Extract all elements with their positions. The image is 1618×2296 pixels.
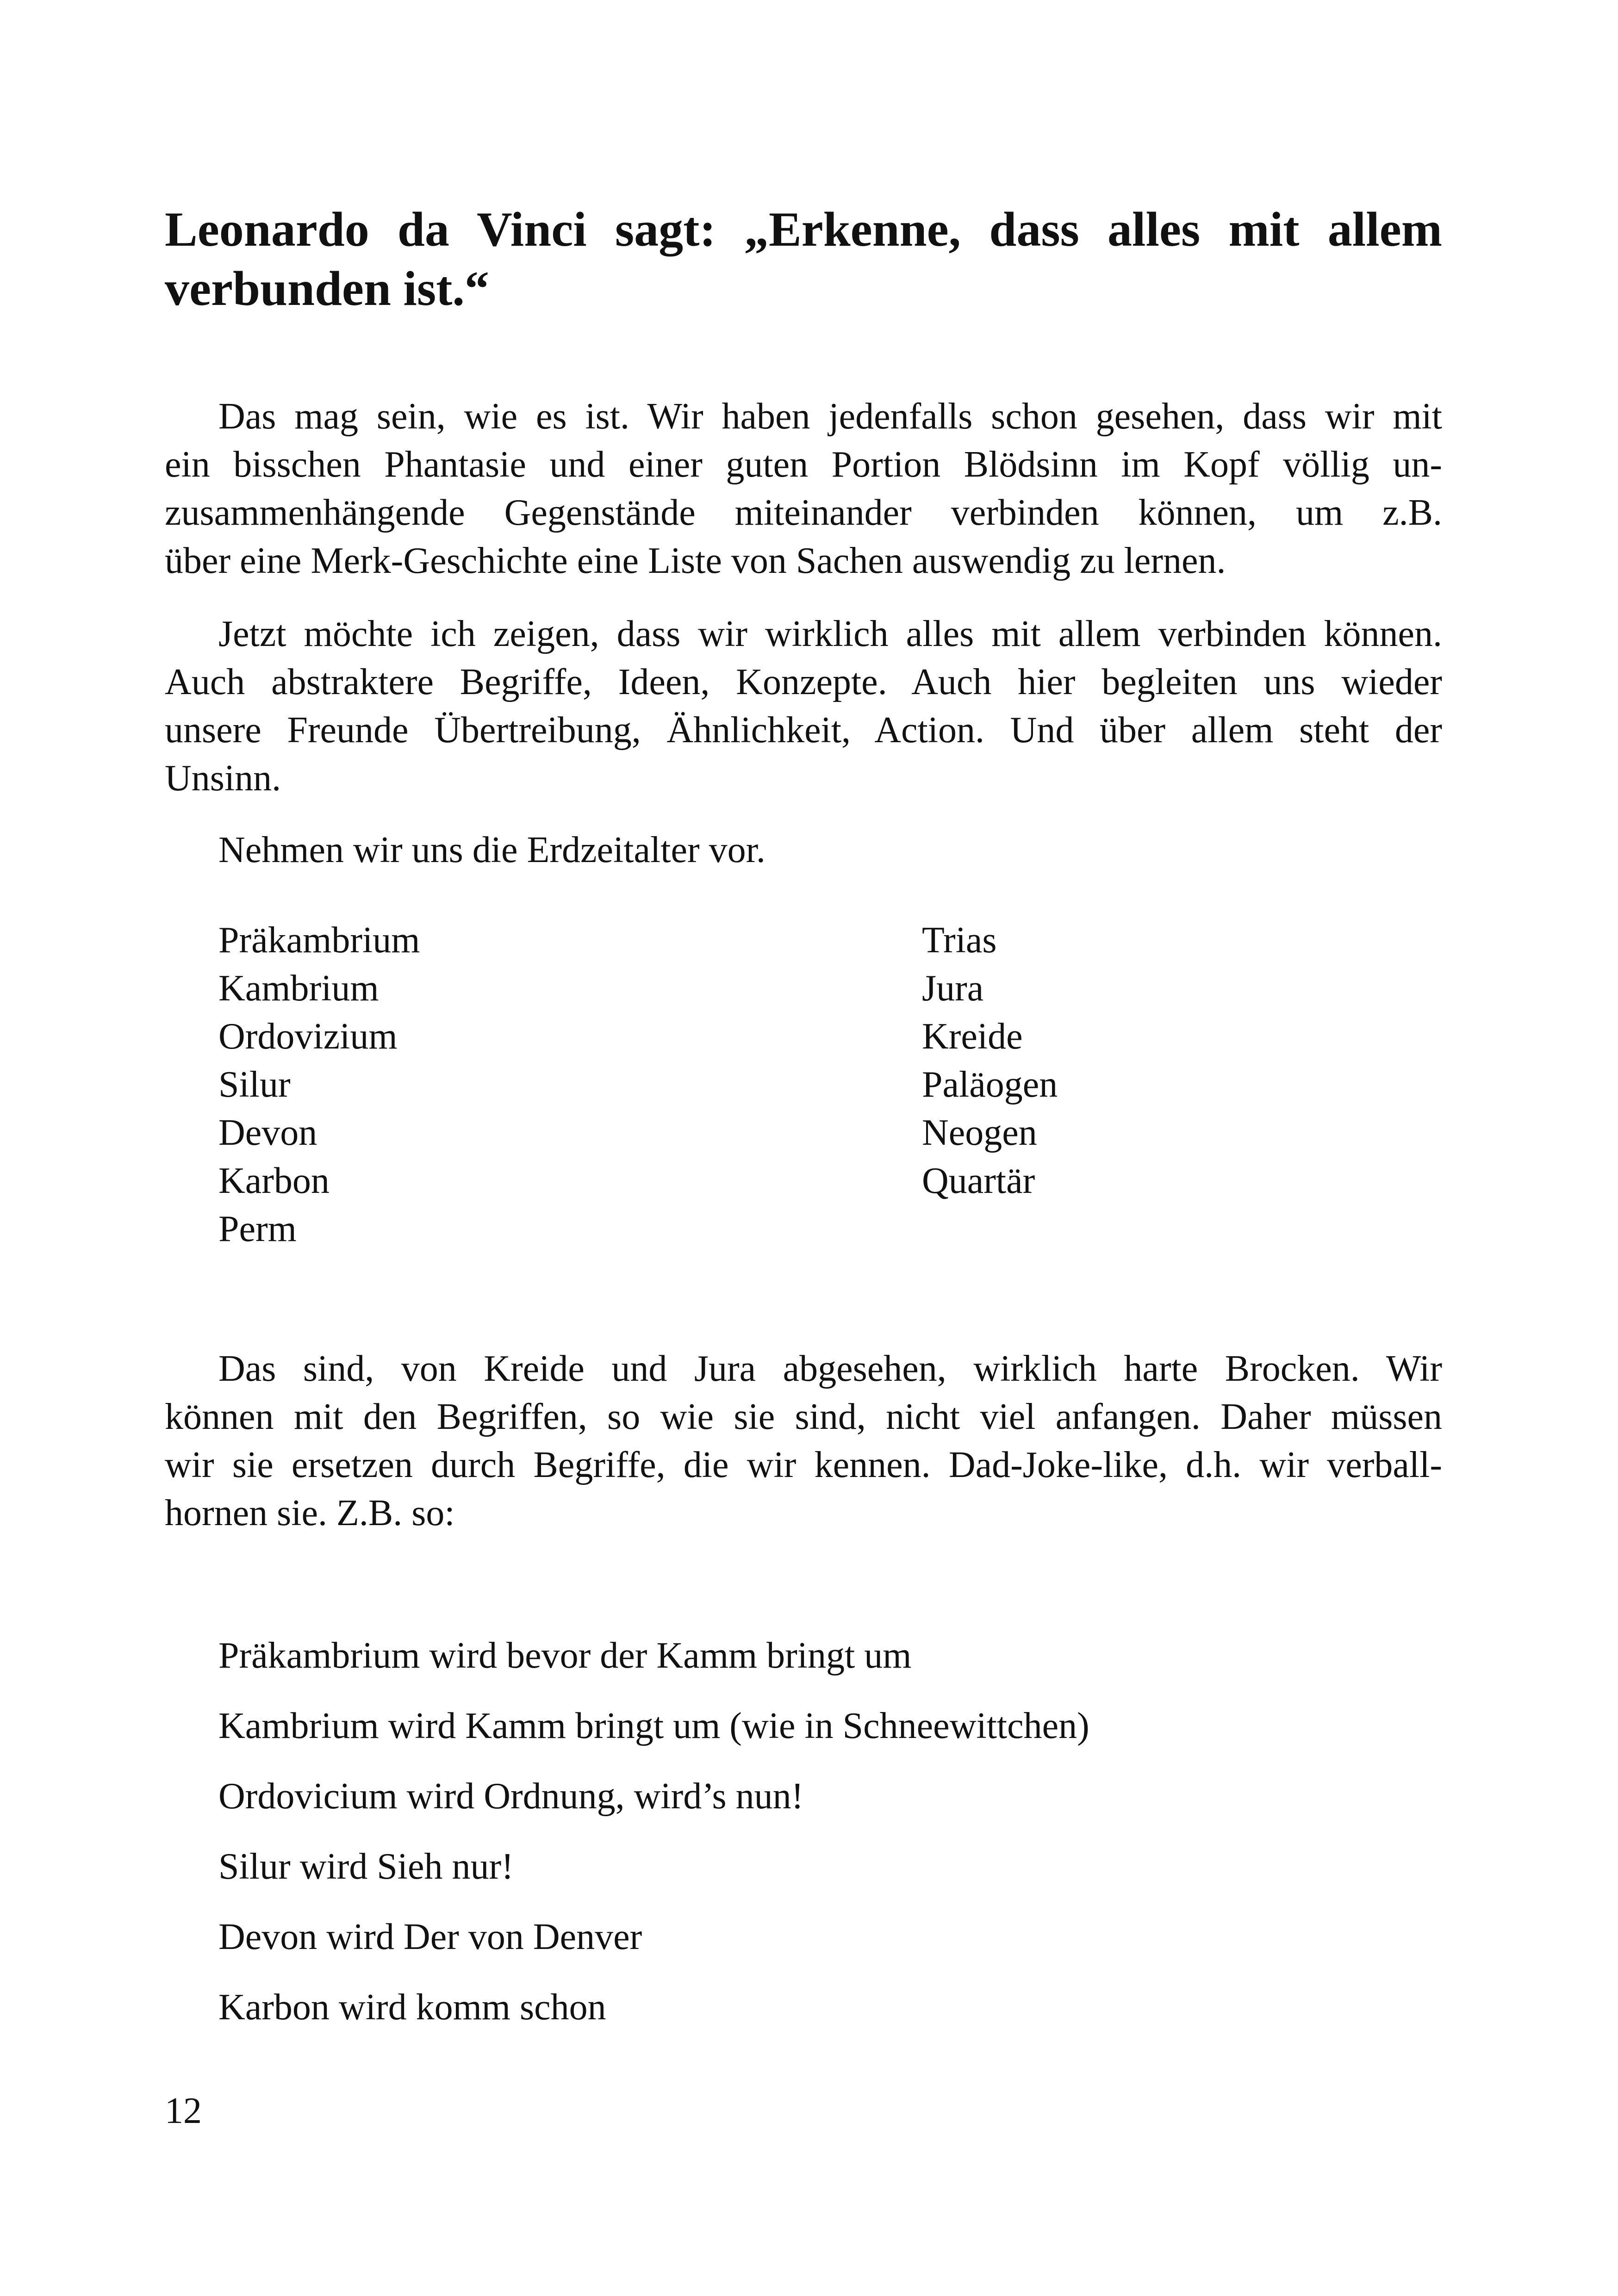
era-item: Kreide bbox=[922, 1016, 1023, 1057]
joke-line: Ordovicium wird Ordnung, wird’s nun! bbox=[218, 1776, 804, 1817]
era-item: Karbon bbox=[218, 1160, 330, 1201]
paragraph-line: Unsinn. bbox=[165, 758, 281, 799]
paragraph-line: Nehmen wir uns die Erdzeitalter vor. bbox=[218, 830, 765, 870]
paragraph-line: Das mag sein, wie es ist. Wir haben jedenfalls schon gesehen, dass wir mit bbox=[218, 396, 1442, 437]
era-item: Perm bbox=[218, 1209, 297, 1249]
paragraph-eras-intro bbox=[165, 826, 1442, 874]
paragraph-line: zusammenhängende Gegenstände miteinander verbinden können, um z.B. bbox=[165, 492, 1442, 533]
era-item: Kambrium bbox=[218, 968, 379, 1009]
era-item: Devon bbox=[218, 1112, 317, 1153]
joke-line: Silur wird Sieh nur! bbox=[218, 1846, 514, 1887]
era-item: Paläogen bbox=[922, 1064, 1058, 1105]
paragraph-line: unsere Freunde Übertreibung, Ähnlichkeit, Action. Und über allem steht der bbox=[165, 710, 1442, 751]
eras-list-left bbox=[218, 916, 420, 1253]
paragraph-line: wir sie ersetzen durch Begriffe, die wir kennen. Dad-Joke-like, d.h. wir verball- bbox=[165, 1445, 1442, 1485]
paragraph-abstract bbox=[165, 610, 1442, 802]
heading-line-1: Leonardo da Vinci sagt: „Erkenne, dass alles mit allem bbox=[165, 202, 1442, 256]
paragraph-line: hornen sie. Z.B. so: bbox=[165, 1493, 455, 1533]
paragraph-line: können mit den Begriffen, so wie sie sind, nicht viel anfangen. Daher müssen bbox=[165, 1396, 1442, 1437]
era-item: Trias bbox=[922, 920, 997, 961]
joke-line: Devon wird Der von Denver bbox=[218, 1917, 642, 1957]
era-item: Jura bbox=[922, 968, 984, 1009]
chapter-heading bbox=[165, 200, 1442, 318]
era-item: Neogen bbox=[922, 1112, 1037, 1153]
paragraph-line: über eine Merk-Geschichte eine Liste von Sachen auswendig zu lernen. bbox=[165, 540, 1226, 581]
paragraph-line: Jetzt möchte ich zeigen, dass wir wirklich alles mit allem verbinden können. bbox=[218, 614, 1442, 654]
era-item: Silur bbox=[218, 1064, 291, 1105]
era-item: Quartär bbox=[922, 1160, 1035, 1201]
paragraph-intro bbox=[165, 392, 1442, 585]
paragraph-line: Auch abstraktere Begriffe, Ideen, Konzepte. Auch hier begleiten uns wieder bbox=[165, 662, 1442, 702]
heading-line-2: verbunden ist.“ bbox=[165, 261, 489, 316]
joke-line: Kambrium wird Kamm bringt um (wie in Schneewittchen) bbox=[218, 1706, 1089, 1746]
eras-list-right bbox=[922, 916, 1058, 1205]
paragraph-line: Das sind, von Kreide und Jura abgesehen, wirklich harte Brocken. Wir bbox=[218, 1348, 1442, 1389]
paragraph-hard-terms bbox=[165, 1345, 1442, 1537]
era-item: Ordovizium bbox=[218, 1016, 398, 1057]
joke-line: Präkambrium wird bevor der Kamm bringt um bbox=[218, 1635, 912, 1676]
page-number: 12 bbox=[165, 2091, 202, 2131]
joke-line: Karbon wird komm schon bbox=[218, 1987, 606, 2028]
era-item: Präkambrium bbox=[218, 920, 420, 961]
paragraph-line: ein bisschen Phantasie und einer guten Portion Blödsinn im Kopf völlig un- bbox=[165, 444, 1442, 485]
